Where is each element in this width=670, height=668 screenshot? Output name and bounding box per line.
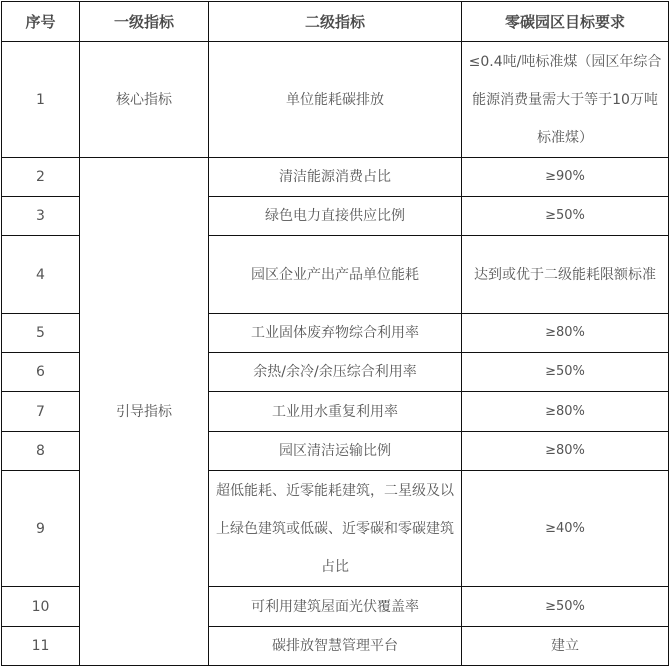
table-row [2, 158, 669, 197]
cell-no: 6 [2, 353, 80, 392]
cell-no: 2 [2, 158, 80, 197]
cell-level2: 单位能耗碳排放 [209, 42, 462, 158]
cell-level2: 绿色电力直接供应比例 [209, 197, 462, 236]
cell-target: ≥50% [462, 587, 669, 627]
header-level2: 二级指标 [209, 2, 462, 42]
cell-level2: 碳排放智慧管理平台 [209, 627, 462, 666]
cell-target: ≥80% [462, 392, 669, 432]
cell-level2: 可利用建筑屋面光伏覆盖率 [209, 587, 462, 627]
cell-level1-core: 核心指标 [80, 42, 209, 158]
cell-target: 建立 [462, 627, 669, 666]
cell-no: 8 [2, 432, 80, 471]
cell-no: 1 [2, 42, 80, 158]
cell-target: 达到或优于二级能耗限额标准 [462, 236, 669, 314]
cell-level2: 清洁能源消费占比 [209, 158, 462, 197]
cell-target: ≥40% [462, 471, 669, 587]
cell-level2: 工业用水重复利用率 [209, 392, 462, 432]
cell-no: 10 [2, 587, 80, 627]
cell-no: 9 [2, 471, 80, 587]
cell-no: 7 [2, 392, 80, 432]
cell-level2: 工业固体废弃物综合利用率 [209, 314, 462, 353]
cell-target: ≥90% [462, 158, 669, 197]
cell-no: 5 [2, 314, 80, 353]
cell-target: ≥50% [462, 353, 669, 392]
cell-target: ≥80% [462, 432, 669, 471]
cell-target: ≥50% [462, 197, 669, 236]
cell-level2: 余热/余冷/余压综合利用率 [209, 353, 462, 392]
cell-target: ≥80% [462, 314, 669, 353]
cell-no: 4 [2, 236, 80, 314]
header-row [2, 2, 669, 42]
header-level1: 一级指标 [80, 2, 209, 42]
cell-no: 11 [2, 627, 80, 666]
header-no: 序号 [2, 2, 80, 42]
cell-level2: 园区企业产出产品单位能耗 [209, 236, 462, 314]
cell-level1-guide: 引导指标 [80, 158, 209, 666]
table-row [2, 42, 669, 158]
cell-no: 3 [2, 197, 80, 236]
cell-level2: 超低能耗、近零能耗建筑，二星级及以上绿色建筑或低碳、近零碳和零碳建筑占比 [209, 471, 462, 587]
cell-target: ≤0.4吨/吨标准煤（园区年综合能源消费量需大于等于10万吨标准煤） [462, 42, 669, 158]
header-target: 零碳园区目标要求 [462, 2, 669, 42]
cell-level2: 园区清洁运输比例 [209, 432, 462, 471]
zero-carbon-park-indicator-table [1, 1, 669, 666]
